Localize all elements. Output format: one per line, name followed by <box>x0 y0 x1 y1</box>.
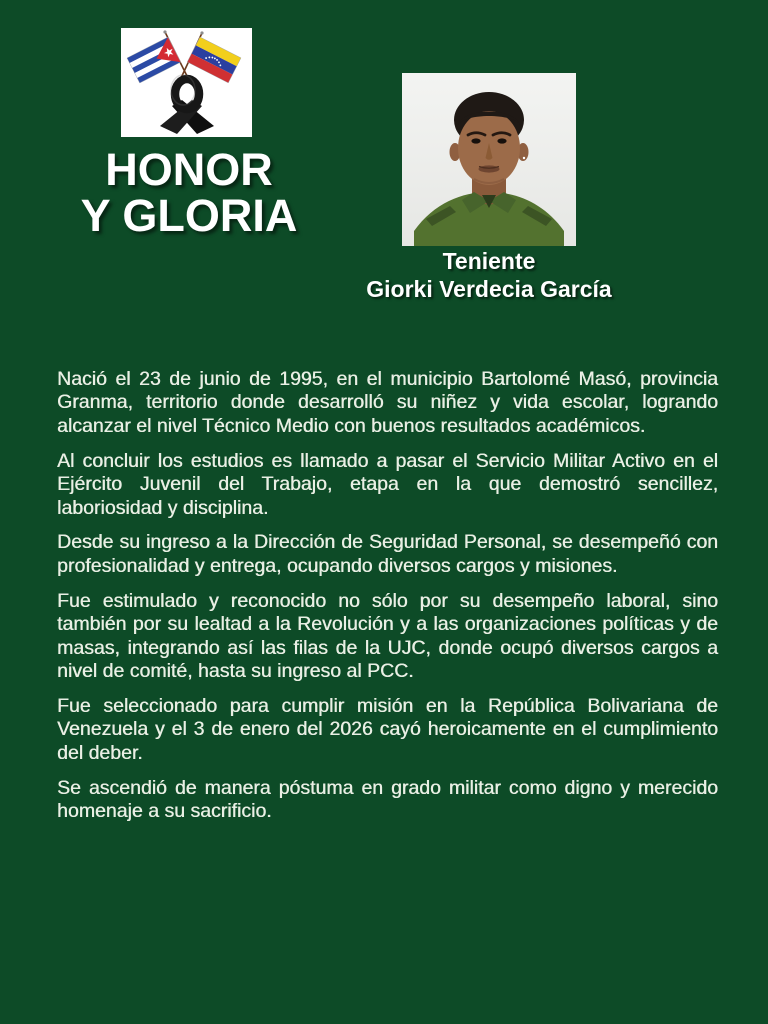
biography-text <box>57 368 718 835</box>
cuba-flag-icon <box>127 37 181 83</box>
page-title <box>22 144 356 241</box>
bio-paragraph: Se ascendió de manera póstuma en grado militar como digno y merecido homenaje a su sacrificio. <box>57 776 718 822</box>
person-name: Giorki Verdecia García <box>366 276 612 302</box>
portrait-caption <box>322 247 656 303</box>
venezuela-flag-icon <box>187 37 241 83</box>
bio-paragraph: Al concluir los estudios es llamado a pasar el Servicio Militar Activo en el Ejército Juvenil del Trabajo, etapa en la que demostró sencillez, laboriosidad y disciplina. <box>57 449 718 519</box>
bio-paragraph: Nació el 23 de junio de 1995, en el municipio Bartolomé Masó, provincia Granma, territorio donde desarrolló su niñez y vida escolar, logrando alcanzar el nivel Técnico Medio con buenos resultados académicos. <box>57 368 718 437</box>
flags-emblem-box <box>121 28 252 137</box>
mourning-ribbon-icon <box>160 75 214 134</box>
rank-label: Teniente <box>442 248 536 274</box>
soldier-portrait-photo <box>402 73 576 246</box>
title-line-1: HONOR <box>105 144 273 195</box>
bio-paragraph: Desde su ingreso a la Dirección de Seguridad Personal, se desempeñó con profesionalidad y entrega, ocupando diversos cargos y misiones. <box>57 531 718 577</box>
flags-and-ribbon-graphic <box>121 28 252 137</box>
bio-paragraph: Fue estimulado y reconocido no sólo por su desempeño laboral, sino también por su lealtad a la Revolución y a las organizaciones políticas y de masas, integrando así las filas de la UJC, donde ocupó diversos cargos a nivel de comité, hasta su ingreso al PCC. <box>57 589 718 682</box>
title-line-2: Y GLORIA <box>80 190 298 241</box>
portrait-graphic <box>402 73 576 246</box>
bio-paragraph: Fue seleccionado para cumplir misión en la República Bolivariana de Venezuela y el 3 de enero del 2026 cayó heroicamente en el cumplimiento del deber. <box>57 694 718 764</box>
